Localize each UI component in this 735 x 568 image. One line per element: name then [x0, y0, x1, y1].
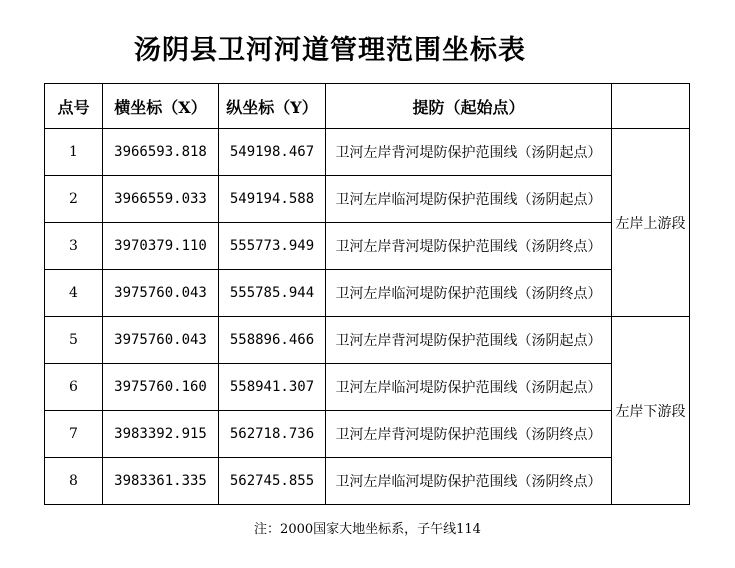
- point-no-cell: 1: [45, 129, 103, 176]
- x-coordinate-cell: 3966593.818: [103, 129, 219, 176]
- x-coordinate-cell: 3975760.160: [103, 364, 219, 411]
- header-segment: [612, 84, 690, 129]
- point-no-cell: 5: [45, 317, 103, 364]
- y-coordinate-cell: 558941.307: [219, 364, 326, 411]
- header-x-coordinate: 横坐标（X）: [103, 84, 219, 129]
- table-row: [45, 176, 690, 223]
- table-row: [45, 270, 690, 317]
- table-header-row: [45, 84, 690, 129]
- table-row: [45, 129, 690, 176]
- point-no-cell: 2: [45, 176, 103, 223]
- table-row: [45, 411, 690, 458]
- x-coordinate-cell: 3970379.110: [103, 223, 219, 270]
- table-row: [45, 364, 690, 411]
- header-levee: 提防（起始点）: [326, 84, 612, 129]
- segment-upstream-cell: 左岸上游段: [612, 129, 690, 317]
- y-coordinate-cell: 555773.949: [219, 223, 326, 270]
- point-no-cell: 3: [45, 223, 103, 270]
- footnote: 注：2000国家大地坐标系，子午线114: [254, 522, 481, 537]
- x-coordinate-cell: 3975760.043: [103, 317, 219, 364]
- y-coordinate-cell: 562718.736: [219, 411, 326, 458]
- table-row: [45, 223, 690, 270]
- x-coordinate-cell: 3983361.335: [103, 458, 219, 505]
- x-coordinate-cell: 3966559.033: [103, 176, 219, 223]
- point-no-cell: 7: [45, 411, 103, 458]
- table-row: [45, 317, 690, 364]
- x-coordinate-cell: 3975760.043: [103, 270, 219, 317]
- levee-description-cell: 卫河左岸临河堤防保护范围线（汤阴终点）: [326, 270, 612, 317]
- levee-description-cell: 卫河左岸临河堤防保护范围线（汤阴起点）: [326, 176, 612, 223]
- segment-downstream-cell: 左岸下游段: [612, 317, 690, 505]
- levee-description-cell: 卫河左岸背河堤防保护范围线（汤阴终点）: [326, 223, 612, 270]
- levee-description-cell: 卫河左岸临河堤防保护范围线（汤阴起点）: [326, 364, 612, 411]
- y-coordinate-cell: 549198.467: [219, 129, 326, 176]
- point-no-cell: 8: [45, 458, 103, 505]
- levee-description-cell: 卫河左岸临河堤防保护范围线（汤阴终点）: [326, 458, 612, 505]
- levee-description-cell: 卫河左岸背河堤防保护范围线（汤阴起点）: [326, 129, 612, 176]
- y-coordinate-cell: 562745.855: [219, 458, 326, 505]
- header-point-no: 点号: [45, 84, 103, 129]
- x-coordinate-cell: 3983392.915: [103, 411, 219, 458]
- levee-description-cell: 卫河左岸背河堤防保护范围线（汤阴终点）: [326, 411, 612, 458]
- levee-description-cell: 卫河左岸背河堤防保护范围线（汤阴起点）: [326, 317, 612, 364]
- point-no-cell: 6: [45, 364, 103, 411]
- y-coordinate-cell: 549194.588: [219, 176, 326, 223]
- page-title: 汤阴县卫河河道管理范围坐标表: [134, 35, 526, 66]
- point-no-cell: 4: [45, 270, 103, 317]
- table-row: [45, 458, 690, 505]
- coordinate-table: [44, 83, 690, 505]
- y-coordinate-cell: 555785.944: [219, 270, 326, 317]
- y-coordinate-cell: 558896.466: [219, 317, 326, 364]
- header-y-coordinate: 纵坐标（Y）: [219, 84, 326, 129]
